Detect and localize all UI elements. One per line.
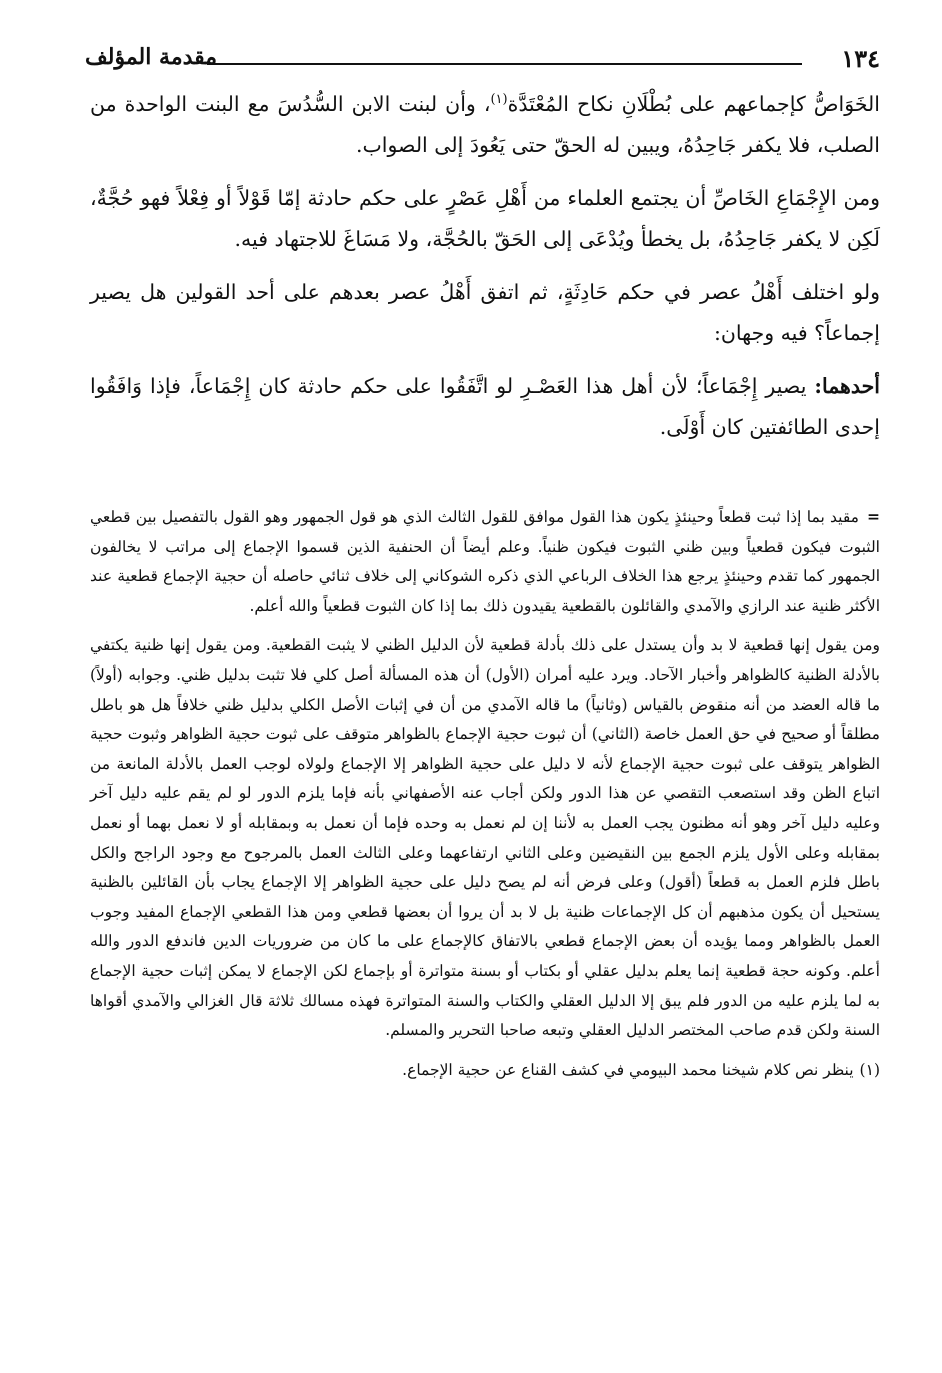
main-text xyxy=(90,84,880,460)
page-number: ١٣٤ xyxy=(841,44,880,73)
p4-text: يصير إِجْمَاعاً؛ لأن أهل هذا العَصْـرِ لو اتَّفَقُوا على حكم حادثة كان إِجْمَاعاً، فإذا وَافَقُوا إحدى الطائفتين كان أَوْلَى. xyxy=(90,374,880,439)
p4-lead: أحدهما: xyxy=(814,374,880,398)
paragraph-2: ومن الإِجْمَاعِ الخَاصِّ أن يجتمع العلماء من أَهْلِ عَصْرٍ على حكم حادثة إمّا قَوْلاً أو فِعْلاً فهو حُجَّةٌ، لَكِن لا يكفر جَاحِدُهُ، بل يخطأ ويُدْعَى إلى الحَقّ بالحُجَّة، ولا مَسَاغَ للاجتهاد فيه. xyxy=(90,186,880,251)
footnote-1-number: (١) xyxy=(859,1060,880,1079)
p1-text-b: ، وأن لبنت الابن السُّدُسَ مع البنت الواحدة من الصلب، فلا يكفر جَاحِدُهُ، ويبين له الحقّ حتى يَعُودَ إلى الصواب. xyxy=(90,92,880,157)
p1-text-a: الخَوَاصُّ كإجماعهم على بُطْلَانِ نكاح المُعْتَدَّة xyxy=(507,92,880,116)
paragraph-3: ولو اختلف أَهْلُ عصر في حكم حَادِثَةٍ، ثم اتفق أَهْلُ عصر بعدهم على أحد القولين هل يصير إجماعاً؟ فيه وجهان: xyxy=(90,280,880,345)
footnote-1 xyxy=(90,1056,880,1086)
continuation-mark: = xyxy=(867,507,880,526)
footnote-a-text: مقيد بما إذا ثبت قطعاً وحينئذٍ يكون هذا القول موافق للقول الثالث الذي هو قول الجمهور وهو القول بالتفصيل بين قطعي الثبوت فيكون قطعياً وبين ظني الثبوت فيكون ظنياً. وعلم أيضاً أن الحنفية الذين قسموا الإجماع إلى مراتب لا يخالفون الجمهور كما تقدم وحينئذٍ يرجع هذا الخلاف الرباعي الذي ذكره الشوكاني إلى خلاف ثنائي حاصله أن حجية الإجماع قطعية عند الأكثر ظنية عند الرازي والآمدي والقائلون بالقطعية يقيدون ذلك بما إذا كان الثبوت قطعياً والله أعلم. xyxy=(90,508,880,615)
running-header xyxy=(85,40,880,84)
header-rule xyxy=(207,63,802,65)
footnote-continued-a xyxy=(90,502,880,621)
footnotes-section xyxy=(90,502,880,1095)
paragraph-1 xyxy=(90,84,880,166)
footnote-continued-b: ومن يقول إنها قطعية لا بد وأن يستدل على ذلك بأدلة قطعية لأن الدليل الظني لا يثبت القطعية. ومن يقول إنها ظنية يكتفي بالأدلة الظنية كالظواهر وأخبار الآحاد. ويرد عليه أمران (الأول) أن هذه المسألة أصل كلي فلا تثبت بدليل ظني. وجوابه (أولاً) ما قاله العضد من أنه منقوض بالقياس (وثانياً) ما قاله الآمدي من أن في إثبات الأصل الكلي بدليل ظني خلافاً هل هو باطل مطلقاً أو صحيح في حق العمل خاصة (الثاني) أن ثبوت حجية الإجماع بالظواهر متوقف على ثبوت حجية الظواهر وثبوت حجية الظواهر يتوقف على ثبوت حجية الإجماع لأنه لا دليل على حجية الظواهر إلا الإجماع ولولاه لوجب العمل بالأدلة المانعة من اتباع الظن وقد استصعب التقصي عن هذا الدور ولكن أجاب عنه الأصفهاني بأنه فإما يلزم الدور لو لم يقم عليه دليل آخر وعليه دليل آخر وهو أنه مظنون يجب العمل به لأننا إن لم نعمل به وحده فإما أن نعمل به وبمقابله أو لا نعمل بهما أو نعمل بمقابله وعلى الأول يلزم الجمع بين النقيضين وعلى الثاني ارتفاعهما وعلى الثالث العمل بالمرجوح مع وجود الراجح والكل باطل فلزم العمل به قطعاً (أقول) وعلى فرض أنه لم يصح دليل على حجية الظواهر إلا الإجماع يجاب بأن القائلين بالظنية يستحيل أن يكون مذهبهم أن كل الإجماعات ظنية بل لا بد أن يروا أن بعضها قطعي ومن هذا القطعي الإجماع المفيد وجوب العمل بالظواهر ومما يؤيده أن بعض الإجماع قطعي بالاتفاق كالإجماع على ما كان من ضروريات الدين فاندفع الدور والله أعلم. وكونه حجة قطعية إنما يعلم بدليل عقلي أو بكتاب أو بسنة متواترة أو بإجماع لكن الإجماع لا يمكن إثبات حجية الإجماع به لما يلزم عليه من الدور فلم يبق إلا الدليل العقلي والكتاب والسنة المتواترة فهذه مسالك ثلاثة قال الغزالي والآمدي أقواها السنة ولكن قدم صاحب المختصر الدليل العقلي وتبعه صاحبا التحرير والمسلم. xyxy=(90,636,880,1040)
paragraph-4 xyxy=(90,366,880,448)
footnote-1-text: ينظر نص كلام شيخنا محمد البيومي في كشف القناع عن حجية الإجماع. xyxy=(402,1060,854,1079)
footnote-ref-1[interactable]: (١) xyxy=(490,92,508,108)
chapter-title: مقدمة المؤلف xyxy=(85,44,218,70)
